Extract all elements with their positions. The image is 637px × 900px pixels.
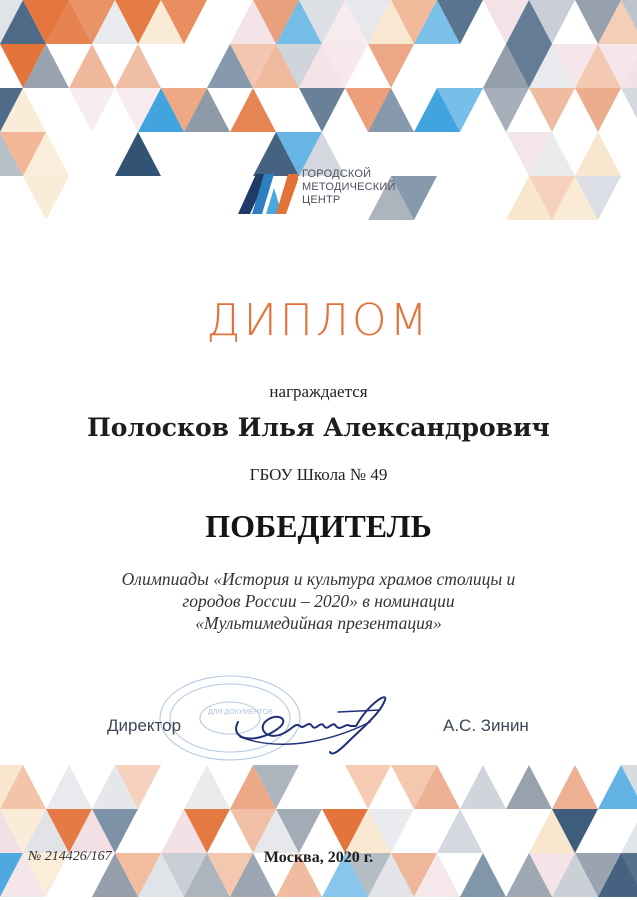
description-line: Олимпиады «История и культура храмов столицы и bbox=[121, 569, 516, 589]
recipient-name: Полосков Илья Александрович bbox=[87, 413, 550, 442]
decor-triangle bbox=[529, 88, 575, 132]
logo-line: МЕТОДИЧЕСКИЙ bbox=[302, 181, 396, 193]
decor-triangle bbox=[506, 765, 552, 809]
decor-triangle bbox=[46, 765, 92, 809]
decor-triangle bbox=[115, 132, 161, 176]
director-signature bbox=[220, 682, 395, 772]
decor-triangle bbox=[621, 809, 637, 853]
stamp-text: ДЛЯ ДОКУМЕНТОВ bbox=[208, 709, 273, 716]
city-and-year: Москва, 2020 г. bbox=[263, 849, 374, 866]
decor-triangle bbox=[483, 88, 529, 132]
description-line: «Мультимедийная презентация» bbox=[195, 613, 442, 633]
awarded-label: награждается bbox=[269, 382, 368, 401]
decor-triangle bbox=[115, 44, 161, 88]
logo-line: ЦЕНТР bbox=[302, 194, 341, 206]
city-methodical-center-logo bbox=[238, 168, 418, 216]
decor-triangle bbox=[575, 88, 621, 132]
award-description bbox=[60, 568, 577, 634]
logo-stripe bbox=[276, 174, 298, 214]
decor-triangle bbox=[368, 44, 414, 88]
description-line: городов России – 2020» в номинации bbox=[182, 591, 455, 611]
decor-triangle bbox=[230, 88, 276, 132]
decor-triangle bbox=[621, 88, 637, 132]
logo-text bbox=[302, 168, 396, 207]
decor-triangle bbox=[552, 765, 598, 809]
document-number: № 214426/167 bbox=[28, 849, 112, 864]
decor-triangle bbox=[69, 44, 115, 88]
decor-triangle bbox=[575, 132, 621, 176]
bottom-decorative-triangles bbox=[0, 765, 637, 900]
decor-triangle bbox=[299, 88, 345, 132]
award-status: ПОБЕДИТЕЛЬ bbox=[205, 508, 432, 544]
logo-line: ГОРОДСКОЙ bbox=[302, 168, 372, 180]
decor-triangle bbox=[437, 809, 483, 853]
logo-mark-icon bbox=[238, 168, 298, 216]
school-name: ГБОУ Школа № 49 bbox=[249, 465, 388, 484]
director-label: Директор bbox=[107, 716, 182, 735]
decor-triangle bbox=[460, 765, 506, 809]
decor-triangle bbox=[69, 88, 115, 132]
decor-triangle bbox=[23, 176, 69, 220]
director-name: А.С. Зинин bbox=[443, 716, 529, 735]
diploma-title: ДИПЛОМ bbox=[206, 295, 431, 346]
